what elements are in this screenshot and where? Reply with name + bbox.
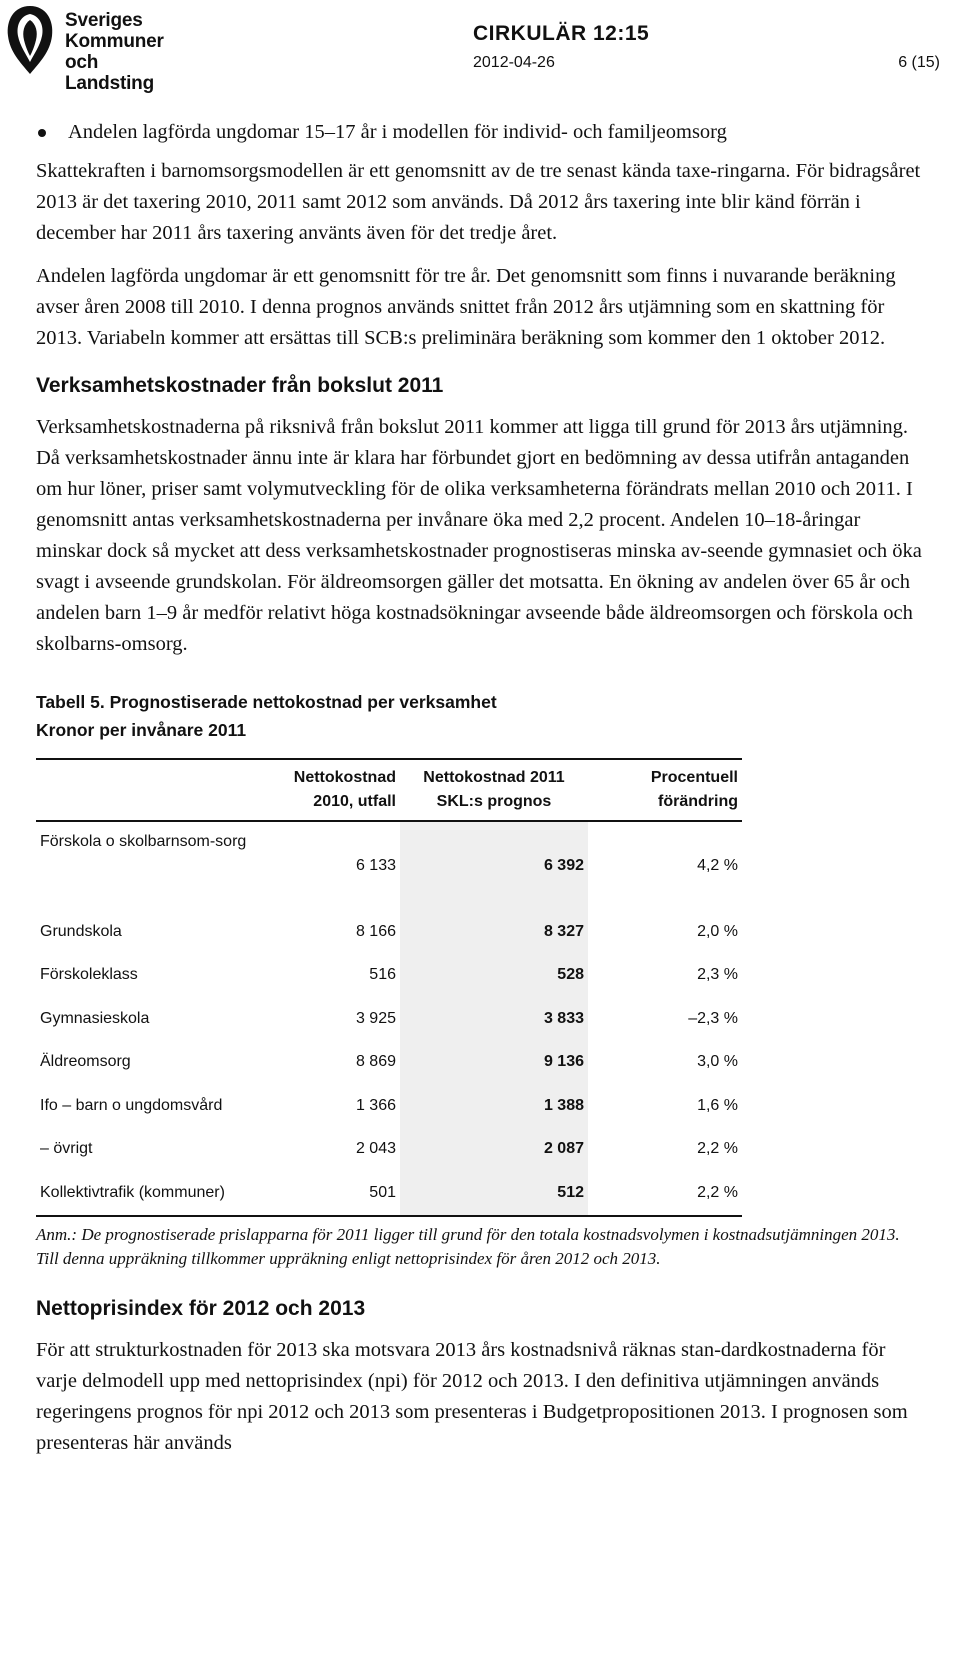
table-caption (36, 688, 926, 744)
row-label: Äldreomsorg (40, 1053, 131, 1071)
table-header-cell: Nettokostnad 2010, utfall (264, 760, 400, 821)
document-date: 2012-04-26 (473, 54, 555, 71)
document-type: CIRKULÄR 12:15 (473, 22, 650, 45)
row-label: Förskola o skolbarnsom-sorg (40, 833, 247, 850)
value-change: 2,2 % (697, 1140, 738, 1158)
organization-name-line: och Landsting (65, 52, 154, 94)
table-row (36, 1171, 742, 1215)
row-label: Förskoleklass (40, 966, 138, 984)
value-2010: 2 043 (355, 1140, 396, 1158)
table-row (36, 954, 742, 998)
value-2011: 528 (400, 954, 588, 998)
value-change: 1,6 % (697, 1096, 738, 1114)
table-row (36, 1084, 742, 1128)
skl-emblem-icon (4, 4, 56, 76)
document-body (36, 118, 926, 1459)
bullet-text: Andelen lagförda ungdomar 15–17 år i modellen för individ- och familjeomsorg (68, 121, 727, 143)
organization-logo (0, 0, 190, 94)
table-title: Tabell 5. Prognostiserade nettokostnad per verksamhet (36, 692, 497, 712)
bullet-item (36, 118, 926, 146)
value-change: 2,0 % (697, 922, 738, 940)
paragraph: Skattekraften i barnomsorgsmodellen är ett genomsnitt av de tre senast kända taxe-ringarna. För bidragsåret 2013 är det taxering 2010, 2011 samt 2012 som används. Då 2012 års taxering inte blir känd förrän i december har 2011 års taxering använts även för det tredje året. (36, 160, 921, 244)
table-header-cell (36, 760, 264, 821)
paragraph: För att strukturkostnaden för 2013 ska motsvara 2013 års kostnadsnivå räknas stan-dardkostnaderna för varje delmodell upp med nettoprisindex (npi) för 2012 och 2013. I den definitiva utjämningen används regeringens prognos för npi 2012 och 2013 som presenteras i Budgetpropositionen 2013. I prognosen som presenteras här används (36, 1338, 908, 1454)
table-note: Anm.: De prognostiserade prislapparna för 2011 ligger till grund för den totala kostnadsvolymen i kostnadsutjämningen 2013. Till denna uppräkning tillkommer uppräkning enligt nettoprisindex för åren 2012 och 2013. (36, 1224, 900, 1268)
value-2010: 8 166 (355, 922, 396, 940)
value-2011: 3 833 (400, 997, 588, 1041)
table-header-cell: Procentuell förändring (588, 760, 742, 821)
section-heading: Nettoprisindex för 2012 och 2013 (36, 1296, 366, 1320)
value-2010: 6 133 (355, 857, 396, 874)
table-row (36, 821, 742, 910)
table-subtitle: Kronor per invånare 2011 (36, 720, 247, 740)
value-change: –2,3 % (688, 1009, 738, 1027)
section-heading: Verksamhetskostnader från bokslut 2011 (36, 374, 444, 397)
value-2010: 1 366 (355, 1096, 396, 1114)
row-label: Gymnasieskola (40, 1009, 150, 1027)
table-row (36, 997, 742, 1041)
cost-table (36, 758, 742, 1217)
organization-name-line: Kommuner (65, 31, 164, 52)
table-header-row (36, 760, 742, 821)
value-2011: 9 136 (400, 1041, 588, 1085)
value-change: 2,3 % (697, 966, 738, 984)
bullet-icon (38, 129, 46, 137)
value-2011: 1 388 (400, 1084, 588, 1128)
row-label: – övrigt (40, 1140, 93, 1158)
page-number: 6 (15) (898, 54, 940, 71)
organization-name-line: Sveriges (65, 10, 143, 31)
paragraph: Andelen lagförda ungdomar är ett genomsnitt för tre år. Det genomsnitt som finns i nuvarande beräkning avser åren 2008 till 2010. I denna prognos används snittet från 2012 års utjämning som en skattning för 2013. Variabeln kommer att ersättas till SCB:s preliminära beräkning som kommer den 1 oktober 2012. (36, 265, 896, 349)
row-label: Grundskola (40, 922, 122, 940)
value-2011: 512 (400, 1171, 588, 1215)
table-header-cell: Nettokostnad 2011 SKL:s prognos (400, 760, 588, 821)
value-change: 2,2 % (697, 1183, 738, 1201)
row-label: Kollektivtrafik (kommuner) (40, 1183, 225, 1201)
row-label: Ifo – barn o ungdomsvård (40, 1096, 223, 1114)
value-2010: 516 (369, 966, 396, 984)
organization-name (65, 10, 190, 94)
table-row (36, 1128, 742, 1172)
value-2010: 3 925 (355, 1009, 396, 1027)
paragraph: Verksamhetskostnaderna på riksnivå från bokslut 2011 kommer att ligga till grund för 2013 års utjämning. Då verksamhetskostnader ännu inte är klara har förbundet gjort en bedömning av dessa utifrån antaganden om hur löner, priser samt volymutveckling för de olika verksamheterna förändrats mellan 2010 och 2011. I genomsnitt antas verksamhetskostnaderna per invånare öka med 2,2 procent. Andelen 10–18-åringar minskar dock så mycket att dess verksamhetskostnader prognostiseras minska av-seende gymnasiet och öka svagt i avseende grundskolan. För äldreomsorgen gäller det motsatta. En ökning av andelen över 65 år och andelen barn 1–9 år medför relativt höga kostnadsökningar avseende både äldreomsorgen och förskola och skolbarns-omsorg. (36, 416, 922, 655)
value-2011: 8 327 (400, 910, 588, 954)
value-2011: 2 087 (400, 1128, 588, 1172)
value-change: 4,2 % (697, 857, 738, 874)
value-2010: 8 869 (355, 1053, 396, 1071)
table-row (36, 1041, 742, 1085)
table-row (36, 910, 742, 954)
value-2011: 6 392 (400, 821, 588, 910)
value-change: 3,0 % (697, 1053, 738, 1071)
value-2010: 501 (369, 1183, 396, 1201)
